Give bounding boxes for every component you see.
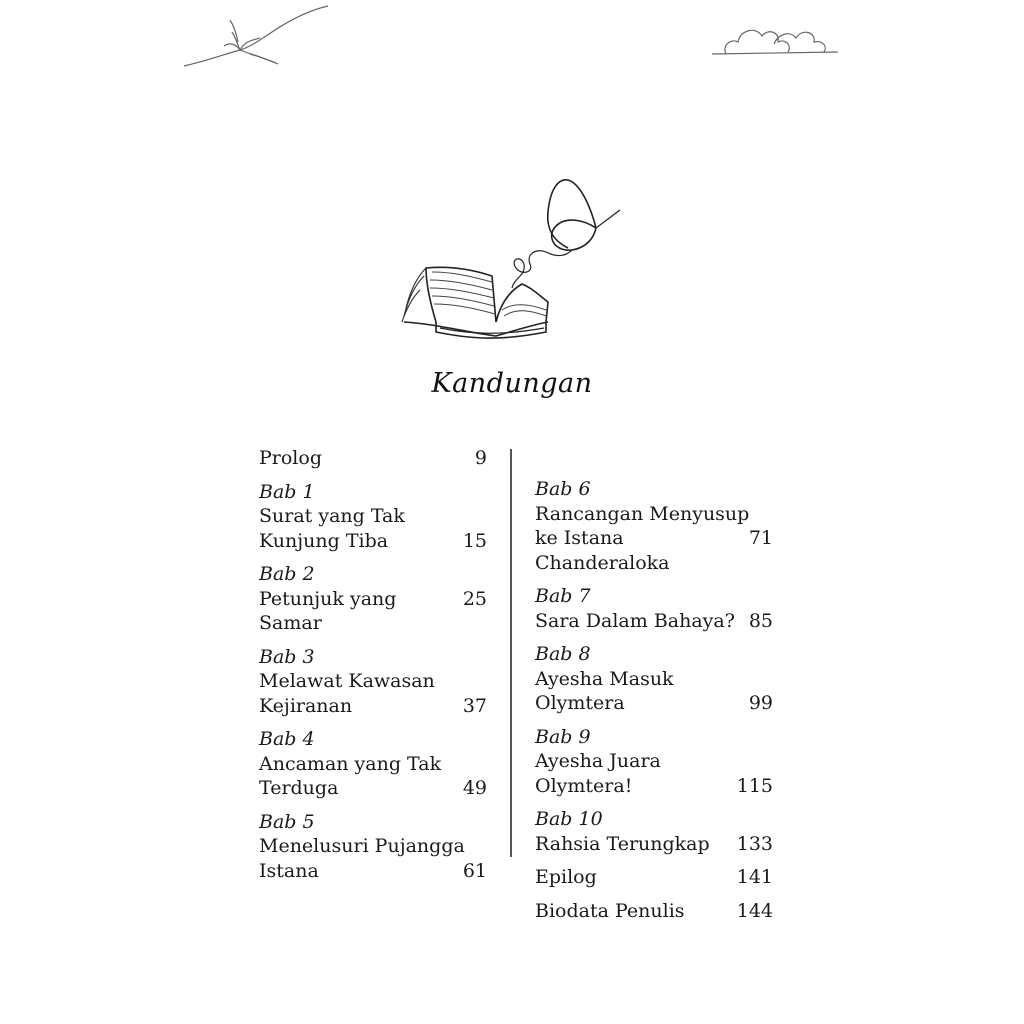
toc-entry	[535, 807, 773, 856]
toc-entry	[535, 725, 773, 799]
chapter-label: Bab 1	[259, 480, 315, 503]
toc-entry	[535, 477, 773, 575]
cloud-icon	[708, 18, 842, 60]
toc-entry	[535, 584, 773, 633]
chapter-title: Melawat Kawasan	[259, 670, 435, 692]
page-number: 49	[462, 777, 487, 799]
page-number: 85	[748, 609, 773, 632]
chapter-label: Bab 9	[535, 725, 591, 748]
chapter-title: Biodata Penulis	[535, 899, 685, 922]
chapter-title: Istana	[259, 859, 319, 882]
page-number: 115	[736, 774, 773, 797]
bird-icon	[180, 2, 340, 72]
toc-entry	[535, 642, 773, 716]
page-number: 61	[462, 859, 487, 882]
page-number: 15	[462, 529, 487, 552]
chapter-title: Kunjung Tiba	[259, 529, 389, 552]
toc-entry	[535, 899, 773, 924]
chapter-title: Terduga	[259, 777, 339, 799]
page-number: 144	[736, 899, 773, 922]
chapter-label: Bab 7	[535, 585, 591, 607]
chapter-title: Olymtera!	[535, 774, 633, 797]
chapter-label: Bab 6	[535, 478, 591, 500]
chapter-label: Bab 3	[259, 645, 315, 668]
chapter-title: Petunjuk yang Samar	[259, 587, 397, 634]
toc-entry	[535, 865, 773, 890]
chapter-title: Ancaman yang Tak	[259, 752, 442, 775]
toc-entry	[259, 480, 487, 554]
chapter-title: ke Istana Chanderaloka	[535, 527, 670, 574]
chapter-title: Ayesha Masuk	[535, 667, 674, 690]
column-divider	[510, 449, 512, 857]
chapter-title: Sara Dalam Bahaya?	[535, 609, 735, 632]
page-title: Kandungan	[431, 368, 593, 399]
toc-entry	[259, 645, 487, 719]
page-number: 25	[462, 587, 487, 610]
page-number: 9	[474, 447, 487, 469]
chapter-title: Surat yang Tak	[259, 505, 405, 527]
chapter-title: Rancangan Menyusup	[535, 502, 750, 525]
chapter-label: Bab 10	[535, 808, 603, 830]
toc-entry	[259, 810, 487, 884]
chapter-title: Olymtera	[535, 692, 625, 714]
page-number: 99	[748, 692, 773, 714]
page-number: 37	[462, 694, 487, 717]
chapter-label: Bab 5	[259, 810, 315, 833]
page-number: 141	[736, 866, 773, 888]
toc-left-column	[259, 446, 487, 892]
toc-entry	[259, 446, 487, 471]
toc-entry	[259, 727, 487, 801]
toc-entry	[259, 562, 487, 636]
book-butterfly-icon	[396, 172, 632, 348]
chapter-title: Rahsia Terungkap	[535, 832, 710, 855]
chapter-label: Bab 8	[535, 643, 591, 665]
chapter-title: Ayesha Juara	[535, 750, 661, 772]
chapter-label: Bab 4	[259, 728, 315, 750]
toc-right-column	[535, 477, 773, 932]
chapter-title: Menelusuri Pujangga	[259, 835, 465, 857]
chapter-title: Prolog	[259, 447, 322, 469]
chapter-label: Bab 2	[259, 563, 315, 585]
page-number: 133	[736, 832, 773, 855]
page-number: 71	[748, 527, 773, 549]
chapter-title: Epilog	[535, 866, 597, 888]
chapter-title: Kejiranan	[259, 694, 353, 717]
